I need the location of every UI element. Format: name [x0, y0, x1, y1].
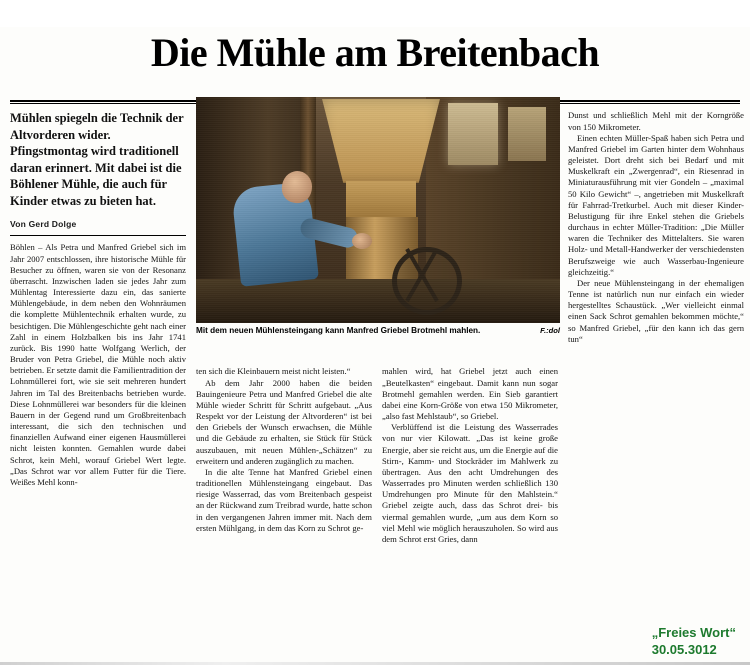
- photo-credit: F.:dol: [540, 325, 560, 335]
- source-stamp-date: 30.05.3012: [651, 641, 717, 657]
- newspaper-page: [0, 27, 750, 665]
- scan-edge-artifact: [0, 662, 750, 665]
- paragraph: Verblüffend ist die Leistung des Wasserrades von nur vier Kilowatt. „Das ist keine große Energie, aber sie reicht aus, um die Energie auf die Stirn-, Kamm- und Stockräder im Mahlwerk zu übertragen. Aus den acht Umdrehungen des Wasserrades pro Minuten werden schließlich 130 Umdrehungen pro Minute für den Mahlstein.“ Griebel zeigte auch, dass das Schrot drei- bis viermal gemahlen wurde, „um aus dem Korn so viel Mehl wie möglich herauszuholen. So wird aus dem Schrot erst Gries, dann: [382, 422, 558, 544]
- source-stamp: [650, 624, 738, 659]
- article-photo-block: [196, 97, 560, 343]
- paragraph: Dunst und schließlich Mehl mit der Korngröße von 150 Mikrometer.: [568, 110, 744, 132]
- page-title: Die Mühle am Breitenbach: [150, 29, 600, 75]
- paragraph: Ab dem Jahr 2000 haben die beiden Bauingenieure Petra und Manfred Griebel die alte Mühle wieder Schritt für Schritt aufgebaut. „Aus Respekt vor der Leistung der Altvorderen“ ist bei den Griebels der Wunsch erwachsen, die Mühle und die Gebäude zu erhalten, sie Stück für Stück auszubauen, mit neuen Mühlen-„Schätzen“ zu erweitern und anderen zugänglich zu machen.: [196, 377, 372, 466]
- photo-caption-text: Mit dem neuen Mühlensteingang kann Manfred Griebel Brotmehl mahlen.: [196, 325, 481, 335]
- byline-rule: [10, 235, 186, 236]
- paragraph: Böhlen – Als Petra und Manfred Griebel sich im Jahr 2007 entschlossen, ihre historische Mühle für Besucher zu öffnen, waren sie von der Resonanz überrascht. Inzwischen laden sie jedes Jahr zum Mühlentag Interessierte dazu ein, das sanierte Mühlengebäude, in dem neben den Wohnräumen die komplette Mühlentechnik erhalten wurde, zu besichtigen. Die Mühlengeschichte geht nach einer Zahl in einem Holzbalken bis ins Jahr 1741 zurück. Bis 1990 hatte Wolfgang Werlich, der Bruder von Petra Griebel, die Mühle noch aktiv betrieben. Er setzte damit die Familientradition der Lohnmüllerei fort, wie sie seit mehreren hundert Jahren im Tal des Breitenbachs betrieben wurde. Diese Lohnmüllerei war besonders für die kleinen Bauern in der Gegend rund um Großbreitenbach interessant, die sich den technischen und finanziellen Aufwand einer eigenen Hausmüllerei nicht leisten konnten. Gemahlen wurde dabei Schrot, kein Mehl, worauf Griebel Wert legte. „Das Schrot war vor allem Futter für die Tiere. Weißes Mehl konn-: [10, 242, 186, 487]
- mill-interior-photo: [196, 97, 560, 323]
- byline: Von Gerd Dolge: [10, 219, 77, 230]
- column-4: [568, 110, 744, 545]
- photo-miller-hand: [352, 233, 372, 249]
- paragraph: Einen echten Müller-Spaß haben sich Petra und Manfred Griebel im Garten hinter dem Wohnhaus geleistet. Dort dreht sich bei Bedarf und mit Muskelkraft ein „Zwergenrad“, ein Riesenrad in Miniaturausführung mit vier Gondeln – „maximal 50 Kilo Gewicht“ –, angetrieben mit Muskelkraft für Fahrrad-Tretkurbel. Auch mit dieser Kinder-Belustigung für ihre Enkel stehen die Griebels durchaus in echter Müller-Tradition: „Die Müller waren die Techniker des Mittelalters. Sie waren Holz- und Metall-Handwerker der verschiedensten Berufszweige wie auch Wasserbau-Ingenieure gleichzeitig.“: [568, 132, 744, 277]
- photo-mill-chute: [346, 181, 416, 221]
- photo-window: [448, 103, 498, 165]
- paragraph: Der neue Mühlensteingang in der ehemaligen Tenne ist natürlich nun nur einfach ein wieder hergestelltes Schaustück. „Wer vielleicht einmal einen Sack Schrot gemahlen bekommen möchte,“ so Manfred Griebel, „für den kann ich das gern tun“: [568, 277, 744, 344]
- article-intro: Mühlen spiegeln die Technik der Altvorderen wider. Pfingstmontag wird traditionell daran erinnert. Mit dabei ist die Böhlener Mühle, die auch für Kinder etwas zu bieten hat.: [10, 111, 184, 208]
- paragraph: In die alte Tenne hat Manfred Griebel einen traditionellen Mühlensteingang eingebaut. Das riesige Wasserrad, das vom Breitenbach gespeist an der Rückwand zum Treibrad wurde, hatte schon in den vergangenen Jahren immer mit. Nach dem ersten Mühlgang, in dem das Korn zu Schrot ge-: [196, 466, 372, 533]
- photo-caption-row: [196, 323, 560, 335]
- photo-window-secondary: [508, 107, 546, 161]
- source-stamp-publication: „Freies Wort“: [651, 625, 736, 641]
- paragraph: mahlen wird, hat Griebel jetzt auch einen „Beutelkasten“ eingebaut. Damit kann nun sogar Brotmehl gemahlen werden. Ein Sieb garantiert dabei eine Korn-Größe von etwa 150 Mikrometer, „also fast Mehlstaub“, so Griebel.: [382, 366, 558, 422]
- column-1: [10, 110, 186, 545]
- paragraph: ten sich die Kleinbauern meist nicht leisten.“: [196, 366, 351, 377]
